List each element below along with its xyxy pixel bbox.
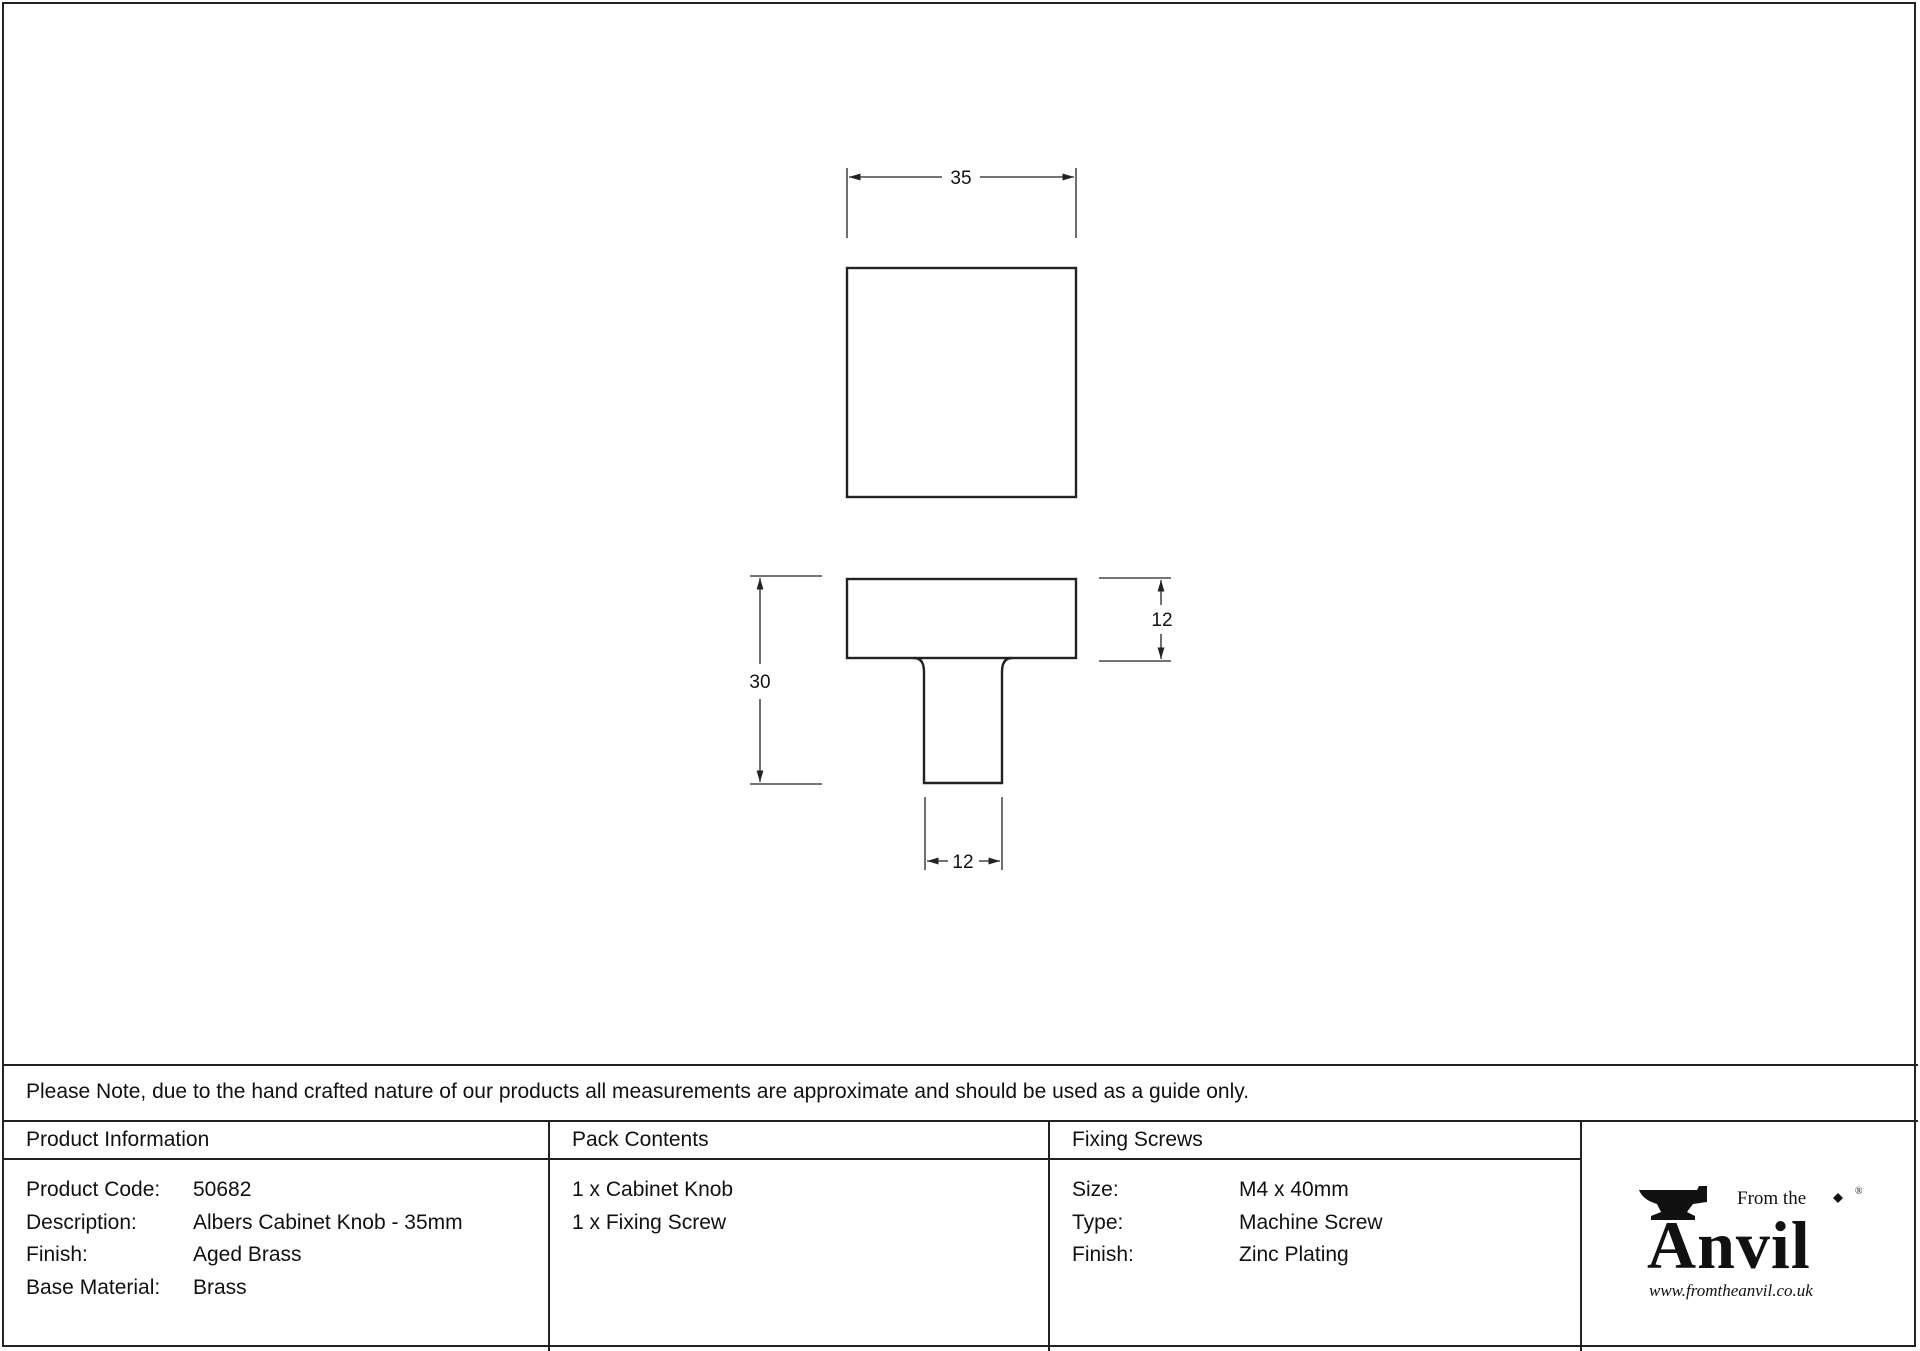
logo-url: www.fromtheanvil.co.uk — [1649, 1281, 1813, 1300]
fixing-screws-panel — [1050, 1122, 1582, 1351]
diamond-icon — [1833, 1193, 1843, 1203]
logo-from-the: From the — [1737, 1188, 1807, 1209]
screw-label: Size: — [1072, 1178, 1119, 1202]
screw-value: Zinc Plating — [1239, 1243, 1349, 1267]
brand-panel — [1582, 1122, 1918, 1351]
top-width-dimension — [847, 168, 1076, 238]
screw-row — [1072, 1239, 1580, 1272]
head-height-label: 12 — [1151, 610, 1173, 631]
disclaimer-note: Please Note, due to the hand crafted nature of our products all measurements are approximate and should be used as a guide only. — [26, 1080, 1250, 1103]
stem-width-dimension — [925, 797, 1002, 873]
info-label: Description: — [26, 1210, 137, 1234]
knob-diagram — [4, 4, 1918, 1064]
product-information-heading: Product Information — [4, 1122, 548, 1160]
info-row — [26, 1239, 548, 1272]
info-value: 50682 — [193, 1178, 252, 1202]
info-row — [26, 1174, 548, 1207]
fixing-screws-heading: Fixing Screws — [1050, 1122, 1580, 1160]
knob-stem-side — [914, 658, 1012, 783]
pack-item: 1 x Fixing Screw — [572, 1210, 727, 1234]
pack-contents-heading: Pack Contents — [550, 1122, 1048, 1160]
head-height-dimension — [1099, 578, 1173, 661]
screw-row — [1072, 1174, 1580, 1207]
product-information-panel — [4, 1122, 550, 1351]
info-label: Base Material: — [26, 1275, 161, 1299]
info-label: Finish: — [26, 1243, 88, 1267]
info-table — [4, 1120, 1918, 1349]
logo-registered-mark: ® — [1855, 1186, 1863, 1197]
disclaimer-row — [4, 1064, 1918, 1122]
info-value: Albers Cabinet Knob - 35mm — [193, 1210, 463, 1234]
knob-top-view — [847, 268, 1076, 497]
info-label: Product Code: — [26, 1178, 161, 1202]
from-the-anvil-logo — [1637, 1182, 1877, 1302]
screw-value: Machine Screw — [1239, 1210, 1383, 1234]
top-width-label: 35 — [950, 168, 972, 189]
screw-label: Finish: — [1072, 1243, 1134, 1267]
pack-contents-panel — [550, 1122, 1050, 1351]
overall-height-label: 30 — [749, 672, 771, 693]
screw-label: Type: — [1072, 1210, 1124, 1234]
logo-brand: Anvil — [1647, 1207, 1811, 1283]
pack-item: 1 x Cabinet Knob — [572, 1178, 734, 1202]
screw-row — [1072, 1207, 1580, 1240]
technical-drawing — [4, 4, 1918, 1064]
stem-width-label: 12 — [952, 852, 974, 873]
info-value: Brass — [193, 1275, 247, 1299]
drawing-sheet — [2, 2, 1916, 1347]
screw-value: M4 x 40mm — [1239, 1178, 1349, 1202]
knob-head-side — [847, 579, 1076, 658]
overall-height-dimension — [749, 576, 822, 784]
info-row — [26, 1207, 548, 1240]
info-value: Aged Brass — [193, 1243, 302, 1267]
info-row — [26, 1272, 548, 1305]
